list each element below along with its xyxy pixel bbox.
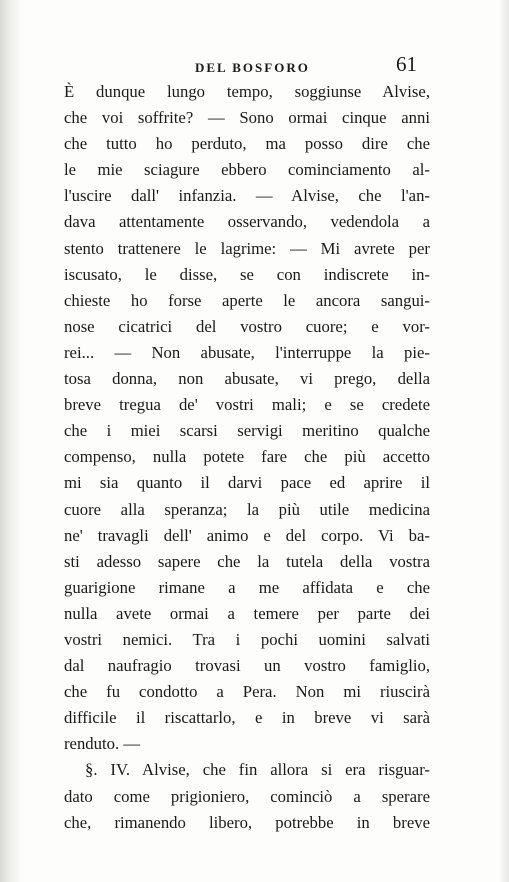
page-edge-shadow (499, 0, 509, 882)
page-number: 61 (396, 52, 417, 76)
text-line: vostri nemici. Tra i pochi uomini salvati (64, 629, 430, 649)
text-line: È dunque lungo tempo, soggiunse Alvise, (64, 82, 430, 101)
text-line: cuore alla speranza; la più utile medicina (64, 499, 430, 519)
text-line: stento trattenere le lagrime: — Mi avrete per (64, 238, 430, 258)
text-line: guarigione rimane a me affidata e che (64, 577, 430, 597)
text-line: iscusato, le disse, se con indiscrete in- (64, 264, 430, 284)
text-line: breve tregua de' vostri mali; e se credete (64, 395, 430, 415)
text-line: che tutto ho perduto, ma posso dire che (64, 134, 430, 154)
text-line: che, rimanendo libero, potrebbe in breve (64, 812, 430, 832)
text-line: renduto. — (64, 734, 141, 754)
page-binding-shadow (0, 0, 22, 882)
text-line: tosa donna, non abusate, vi prego, della (64, 369, 430, 389)
body-text (64, 79, 430, 836)
text-line: dal naufragio trovasi un vostro famiglio, (64, 656, 430, 676)
running-head: DEL BOSFORO (195, 60, 310, 75)
text-line: che i miei scarsi servigi meritino qualche (64, 421, 430, 441)
text-line: dava attentamente osservando, vedendola a (64, 212, 430, 232)
text-line: l'uscire dall' infanzia. — Alvise, che l'an- (64, 186, 430, 206)
text-line: chieste ho forse aperte le ancora sangui- (64, 290, 430, 310)
text-line: compenso, nulla potete fare che più accetto (64, 447, 430, 467)
text-line: rei... — Non abusate, l'interruppe la pie- (64, 342, 430, 362)
text-line: mi sia quanto il darvi pace ed aprire il (64, 473, 430, 493)
section-start-line: §. IV. Alvise, che fin allora si era risguar- (85, 760, 430, 780)
text-line: che fu condotto a Pera. Non mi riuscirà (64, 682, 430, 702)
text-line: dato come prigioniero, cominciò a sperare (64, 786, 430, 806)
text-line: difficile il riscattarlo, e in breve vi sarà (64, 708, 430, 728)
text-line: nose cicatrici del vostro cuore; e vor- (64, 316, 430, 336)
text-line: ne' travagli dell' animo e del corpo. Vi ba- (64, 525, 430, 545)
text-line: sti adesso sapere che la tutela della vostra (64, 551, 430, 571)
text-line: le mie sciagure ebbero cominciamento al- (64, 160, 430, 180)
text-line: che voi soffrite? — Sono ormai cinque anni (64, 108, 430, 128)
text-line: nulla avete ormai a temere per parte dei (64, 603, 430, 623)
